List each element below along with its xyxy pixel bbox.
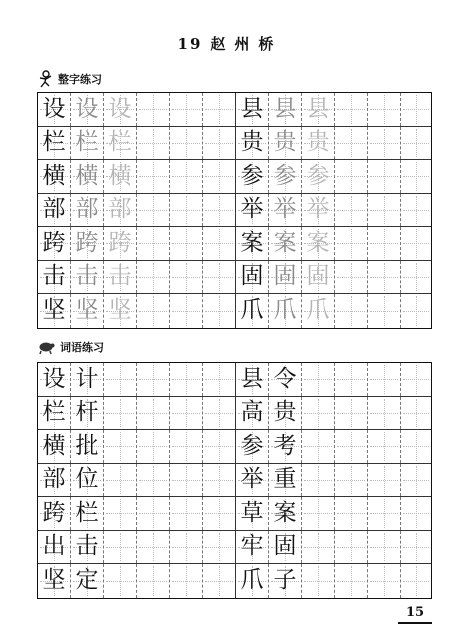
page-number: 15 [398,603,432,623]
trace-character: 横 [108,162,132,189]
empty-grid-cell[interactable] [401,363,431,396]
empty-grid-cell[interactable] [170,261,203,294]
empty-grid-cell[interactable] [335,194,368,227]
model-character: 部 [42,196,66,223]
empty-grid-cell[interactable] [368,430,401,463]
trace-character: 部 [75,196,99,223]
trace-character: 设 [108,95,132,122]
empty-grid-cell[interactable] [170,464,203,497]
empty-grid-cell[interactable] [137,531,170,564]
grid-cell [71,564,104,598]
empty-grid-cell[interactable] [302,497,335,530]
model-character: 跨 [42,229,66,256]
word-character: 固 [273,533,297,560]
grid-cell [38,261,71,294]
empty-grid-cell[interactable] [137,160,170,193]
grid-cell [71,93,104,126]
empty-grid-cell[interactable] [203,127,236,160]
empty-grid-cell[interactable] [302,430,335,463]
empty-grid-cell[interactable] [104,430,137,463]
empty-grid-cell[interactable] [368,294,401,328]
model-character: 县 [240,95,264,122]
word-character: 参 [240,432,264,459]
trace-character: 固 [273,263,297,290]
grid-row [38,564,431,598]
grid-cell [71,127,104,160]
grid-cell [104,227,137,260]
empty-grid-cell[interactable] [170,194,203,227]
model-character: 举 [240,196,264,223]
trace-character: 参 [273,162,297,189]
turtle-icon [37,339,55,355]
grid-row [38,397,431,431]
grid-cell [302,160,335,193]
empty-grid-cell[interactable] [335,430,368,463]
figure-icon [37,70,53,88]
trace-character: 县 [273,95,297,122]
grid-cell [38,531,71,564]
word-character: 坚 [42,567,66,594]
empty-grid-cell[interactable] [368,531,401,564]
empty-grid-cell[interactable] [368,397,401,430]
grid-row [38,93,431,127]
word-character: 牢 [240,533,264,560]
grid-cell [38,430,71,463]
grid-row [38,531,431,565]
grid-cell [38,464,71,497]
grid-cell [302,127,335,160]
word-character: 计 [75,365,99,392]
word-character: 案 [273,499,297,526]
model-character: 案 [240,229,264,256]
grid-row [38,497,431,531]
trace-character: 参 [306,162,330,189]
word-character: 重 [273,466,297,493]
word-character: 批 [75,432,99,459]
trace-character: 举 [306,196,330,223]
word-character: 草 [240,499,264,526]
grid-cell [71,397,104,430]
empty-grid-cell[interactable] [170,497,203,530]
trace-character: 跨 [75,229,99,256]
empty-grid-cell[interactable] [170,363,203,396]
trace-character: 坚 [75,297,99,324]
empty-grid-cell[interactable] [170,531,203,564]
grid-row [38,464,431,498]
grid-cell [71,430,104,463]
section-label: 词语练习 [60,341,104,354]
word-character: 横 [42,432,66,459]
empty-grid-cell[interactable] [368,227,401,260]
empty-grid-cell[interactable] [104,363,137,396]
grid-cell [269,261,302,294]
grid-cell [38,497,71,530]
empty-grid-cell[interactable] [401,294,431,328]
grid-cell [236,497,269,530]
grid-cell [269,564,302,598]
trace-character: 跨 [108,229,132,256]
grid-row [38,261,431,295]
empty-grid-cell[interactable] [335,294,368,328]
empty-grid-cell[interactable] [170,564,203,598]
section-label: 整字练习 [58,73,102,86]
empty-grid-cell[interactable] [401,531,431,564]
empty-grid-cell[interactable] [203,363,236,396]
empty-grid-cell[interactable] [203,464,236,497]
grid-cell [236,194,269,227]
model-character: 横 [42,162,66,189]
empty-grid-cell[interactable] [203,497,236,530]
word-character: 部 [42,466,66,493]
model-character: 坚 [42,297,66,324]
empty-grid-cell[interactable] [170,227,203,260]
trace-character: 栏 [75,129,99,156]
empty-grid-cell[interactable] [401,397,431,430]
empty-grid-cell[interactable] [203,564,236,598]
model-character: 击 [42,263,66,290]
grid-cell [302,93,335,126]
grid-row [38,160,431,194]
grid-cell [236,227,269,260]
grid-cell [71,227,104,260]
grid-cell [236,531,269,564]
word-character: 令 [273,365,297,392]
trace-character: 击 [108,263,132,290]
empty-grid-cell[interactable] [137,93,170,126]
trace-character: 爪 [273,297,297,324]
grid-cell [269,497,302,530]
empty-grid-cell[interactable] [401,227,431,260]
grid-cell [71,194,104,227]
grid-cell [236,127,269,160]
empty-grid-cell[interactable] [335,93,368,126]
empty-grid-cell[interactable] [137,397,170,430]
empty-grid-cell[interactable] [335,363,368,396]
empty-grid-cell[interactable] [302,397,335,430]
grid-cell [302,194,335,227]
trace-character: 固 [306,263,330,290]
empty-grid-cell[interactable] [137,194,170,227]
grid-cell [71,294,104,328]
grid-cell [236,294,269,328]
empty-grid-cell[interactable] [335,160,368,193]
grid-cell [269,294,302,328]
empty-grid-cell[interactable] [170,430,203,463]
empty-grid-cell[interactable] [203,227,236,260]
grid-cell [269,127,302,160]
trace-character: 案 [306,229,330,256]
trace-character: 县 [306,95,330,122]
empty-grid-cell[interactable] [302,531,335,564]
section-header-words [37,337,104,357]
grid-row [38,227,431,261]
trace-character: 贵 [306,129,330,156]
word-character: 举 [240,466,264,493]
grid-cell [104,160,137,193]
grid-cell [269,194,302,227]
grid-cell [71,497,104,530]
model-character: 栏 [42,129,66,156]
empty-grid-cell[interactable] [203,194,236,227]
empty-grid-cell[interactable] [104,564,137,598]
empty-grid-cell[interactable] [335,261,368,294]
empty-grid-cell[interactable] [335,227,368,260]
empty-grid-cell[interactable] [335,564,368,598]
empty-grid-cell[interactable] [104,397,137,430]
empty-grid-cell[interactable] [368,93,401,126]
word-practice-grid [37,362,432,599]
empty-grid-cell[interactable] [203,93,236,126]
trace-character: 案 [273,229,297,256]
grid-cell [236,93,269,126]
empty-grid-cell[interactable] [104,497,137,530]
grid-cell [269,93,302,126]
word-character: 跨 [42,499,66,526]
grid-cell [104,93,137,126]
empty-grid-cell[interactable] [137,294,170,328]
grid-cell [38,227,71,260]
word-character: 考 [273,432,297,459]
grid-cell [302,261,335,294]
word-character: 定 [75,567,99,594]
empty-grid-cell[interactable] [335,497,368,530]
grid-cell [71,464,104,497]
empty-grid-cell[interactable] [170,127,203,160]
grid-cell [38,294,71,328]
trace-character: 贵 [273,129,297,156]
empty-grid-cell[interactable] [302,564,335,598]
model-character: 爪 [240,297,264,324]
empty-grid-cell[interactable] [335,464,368,497]
grid-cell [38,397,71,430]
trace-character: 击 [75,263,99,290]
lesson-number: 19 [177,35,203,53]
empty-grid-cell[interactable] [203,261,236,294]
grid-cell [104,294,137,328]
empty-grid-cell[interactable] [137,127,170,160]
word-character: 县 [240,365,264,392]
empty-grid-cell[interactable] [335,531,368,564]
word-character: 贵 [273,399,297,426]
grid-cell [302,227,335,260]
trace-character: 坚 [108,297,132,324]
grid-cell [236,160,269,193]
empty-grid-cell[interactable] [302,464,335,497]
empty-grid-cell[interactable] [401,464,431,497]
empty-grid-cell[interactable] [203,430,236,463]
empty-grid-cell[interactable] [401,127,431,160]
trace-character: 爪 [306,297,330,324]
empty-grid-cell[interactable] [170,93,203,126]
word-character: 杆 [75,399,99,426]
empty-grid-cell[interactable] [368,464,401,497]
trace-character: 部 [108,196,132,223]
grid-cell [236,261,269,294]
empty-grid-cell[interactable] [104,464,137,497]
lesson-title-text: 赵州桥 [210,35,283,53]
empty-grid-cell[interactable] [137,564,170,598]
grid-cell [269,464,302,497]
empty-grid-cell[interactable] [368,497,401,530]
grid-cell [38,564,71,598]
model-character: 贵 [240,129,264,156]
grid-cell [38,127,71,160]
grid-cell [269,531,302,564]
empty-grid-cell[interactable] [170,160,203,193]
empty-grid-cell[interactable] [368,261,401,294]
empty-grid-cell[interactable] [335,127,368,160]
grid-cell [104,261,137,294]
section-header-single-characters [37,69,102,89]
trace-character: 设 [75,95,99,122]
character-practice-grid [37,92,432,329]
word-character: 子 [273,567,297,594]
grid-cell [38,160,71,193]
empty-grid-cell[interactable] [137,261,170,294]
empty-grid-cell[interactable] [401,93,431,126]
empty-grid-cell[interactable] [137,227,170,260]
grid-cell [71,261,104,294]
grid-row [38,127,431,161]
word-character: 击 [75,533,99,560]
model-character: 固 [240,263,264,290]
empty-grid-cell[interactable] [137,363,170,396]
empty-grid-cell[interactable] [368,127,401,160]
grid-cell [236,564,269,598]
empty-grid-cell[interactable] [368,363,401,396]
empty-grid-cell[interactable] [302,363,335,396]
empty-grid-cell[interactable] [368,194,401,227]
word-character: 出 [42,533,66,560]
empty-grid-cell[interactable] [170,294,203,328]
word-character: 高 [240,399,264,426]
empty-grid-cell[interactable] [137,464,170,497]
word-character: 设 [42,365,66,392]
grid-cell [104,194,137,227]
empty-grid-cell[interactable] [368,160,401,193]
grid-cell [269,227,302,260]
empty-grid-cell[interactable] [137,497,170,530]
grid-row [38,194,431,228]
empty-grid-cell[interactable] [401,194,431,227]
grid-cell [302,294,335,328]
grid-row [38,363,431,397]
grid-cell [269,160,302,193]
grid-cell [71,363,104,396]
grid-cell [236,430,269,463]
grid-cell [38,93,71,126]
grid-cell [269,363,302,396]
empty-grid-cell[interactable] [137,430,170,463]
empty-grid-cell[interactable] [170,397,203,430]
grid-cell [104,127,137,160]
model-character: 设 [42,95,66,122]
trace-character: 横 [75,162,99,189]
grid-cell [38,194,71,227]
empty-grid-cell[interactable] [203,294,236,328]
empty-grid-cell[interactable] [203,397,236,430]
grid-cell [71,531,104,564]
empty-grid-cell[interactable] [401,497,431,530]
empty-grid-cell[interactable] [335,397,368,430]
grid-cell [236,464,269,497]
trace-character: 栏 [108,129,132,156]
empty-grid-cell[interactable] [203,160,236,193]
empty-grid-cell[interactable] [401,430,431,463]
grid-row [38,294,431,328]
empty-grid-cell[interactable] [104,531,137,564]
grid-cell [269,397,302,430]
grid-cell [71,160,104,193]
model-character: 参 [240,162,264,189]
lesson-title [0,33,460,54]
grid-row [38,430,431,464]
grid-cell [38,363,71,396]
empty-grid-cell[interactable] [401,261,431,294]
empty-grid-cell[interactable] [203,531,236,564]
word-character: 位 [75,466,99,493]
grid-cell [236,397,269,430]
grid-cell [269,430,302,463]
word-character: 栏 [42,399,66,426]
word-character: 栏 [75,499,99,526]
word-character: 爪 [240,567,264,594]
grid-cell [236,363,269,396]
empty-grid-cell[interactable] [401,564,431,598]
trace-character: 举 [273,196,297,223]
empty-grid-cell[interactable] [368,564,401,598]
empty-grid-cell[interactable] [401,160,431,193]
